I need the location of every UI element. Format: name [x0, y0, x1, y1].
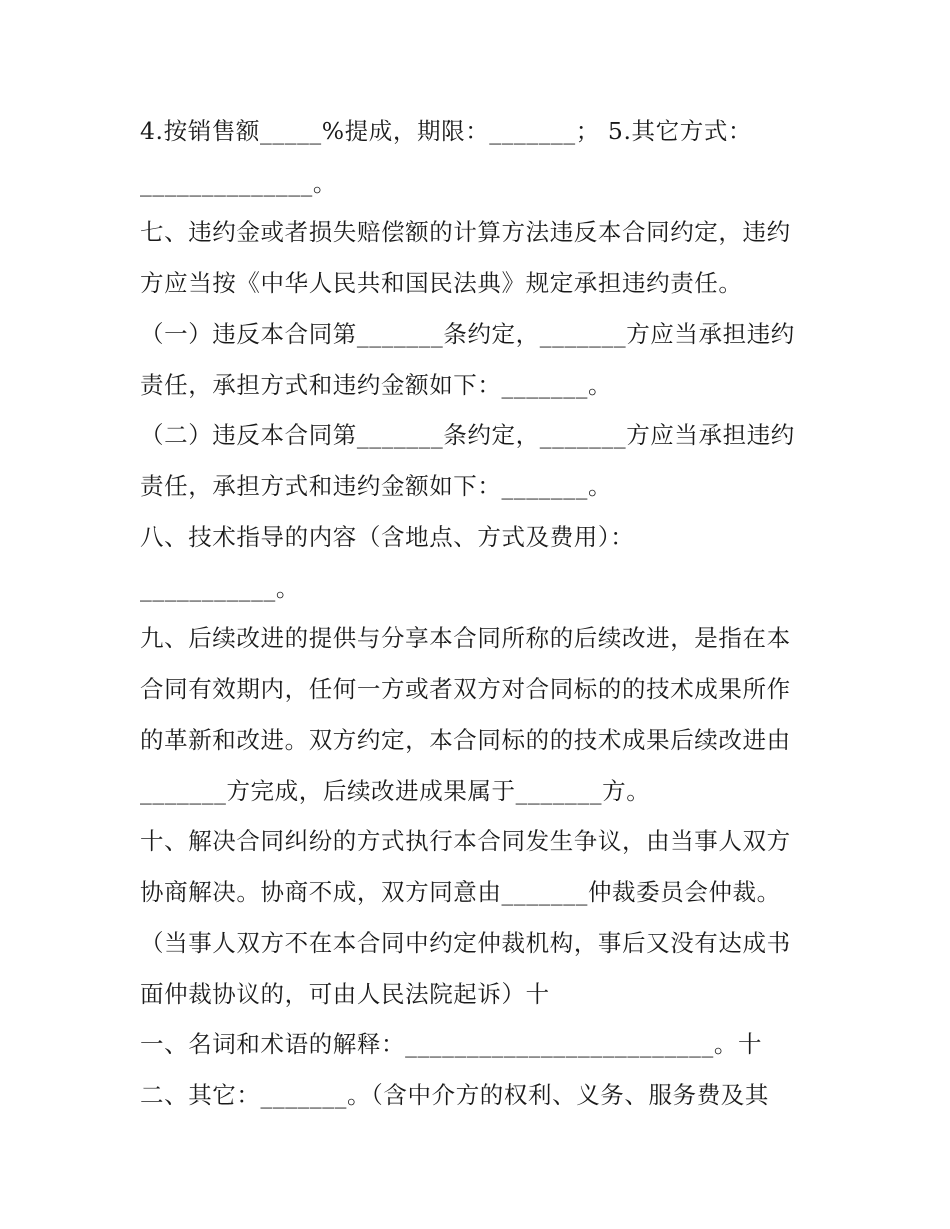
text-line: ______________。 [140, 169, 337, 197]
text-line: 面仲裁协议的，可由人民法院起诉）十 [140, 980, 550, 1008]
text-line: 合同有效期内，任何一方或者双方对合同标的的技术成果所作 [140, 675, 791, 703]
text-line: 责任，承担方式和违约金额如下：_______。 [140, 472, 613, 500]
text-line: 十、解决合同纠纷的方式执行本合同发生争议，由当事人双方 [140, 827, 791, 855]
text-line: 协商解决。协商不成，双方同意由_______仲裁委员会仲裁。 [140, 878, 781, 906]
text-line: 七、违约金或者损失赔偿额的计算方法违反本合同约定，违约 [140, 218, 791, 246]
text-line: 八、技术指导的内容（含地点、方式及费用）： [140, 523, 635, 551]
text-line: 的革新和改进。双方约定，本合同标的的技术成果后续改进由 [140, 726, 791, 754]
text-line: 4.按销售额_____%提成，期限：_______； 5.其它方式： [140, 117, 753, 145]
text-line: 一、名词和术语的解释：_________________________。十 [140, 1030, 763, 1058]
text-line: 方应当按《中华人民共和国民法典》规定承担违约责任。 [140, 269, 743, 297]
text-line: ___________。 [140, 574, 300, 602]
text-line: 责任，承担方式和违约金额如下：_______。 [140, 371, 613, 399]
text-line: （当事人双方不在本合同中约定仲裁机构，事后又没有达成书 [140, 929, 791, 957]
text-line: 九、后续改进的提供与分享本合同所称的后续改进，是指在本 [140, 624, 791, 652]
text-line: 二、其它：_______。（含中介方的权利、义务、服务费及其 [140, 1081, 769, 1109]
text-line: （二）违反本合同第_______条约定，_______方应当承担违约 [140, 421, 795, 449]
text-line: （一）违反本合同第_______条约定，_______方应当承担违约 [140, 320, 795, 348]
text-line: _______方完成，后续改进成果属于_______方。 [140, 777, 651, 805]
